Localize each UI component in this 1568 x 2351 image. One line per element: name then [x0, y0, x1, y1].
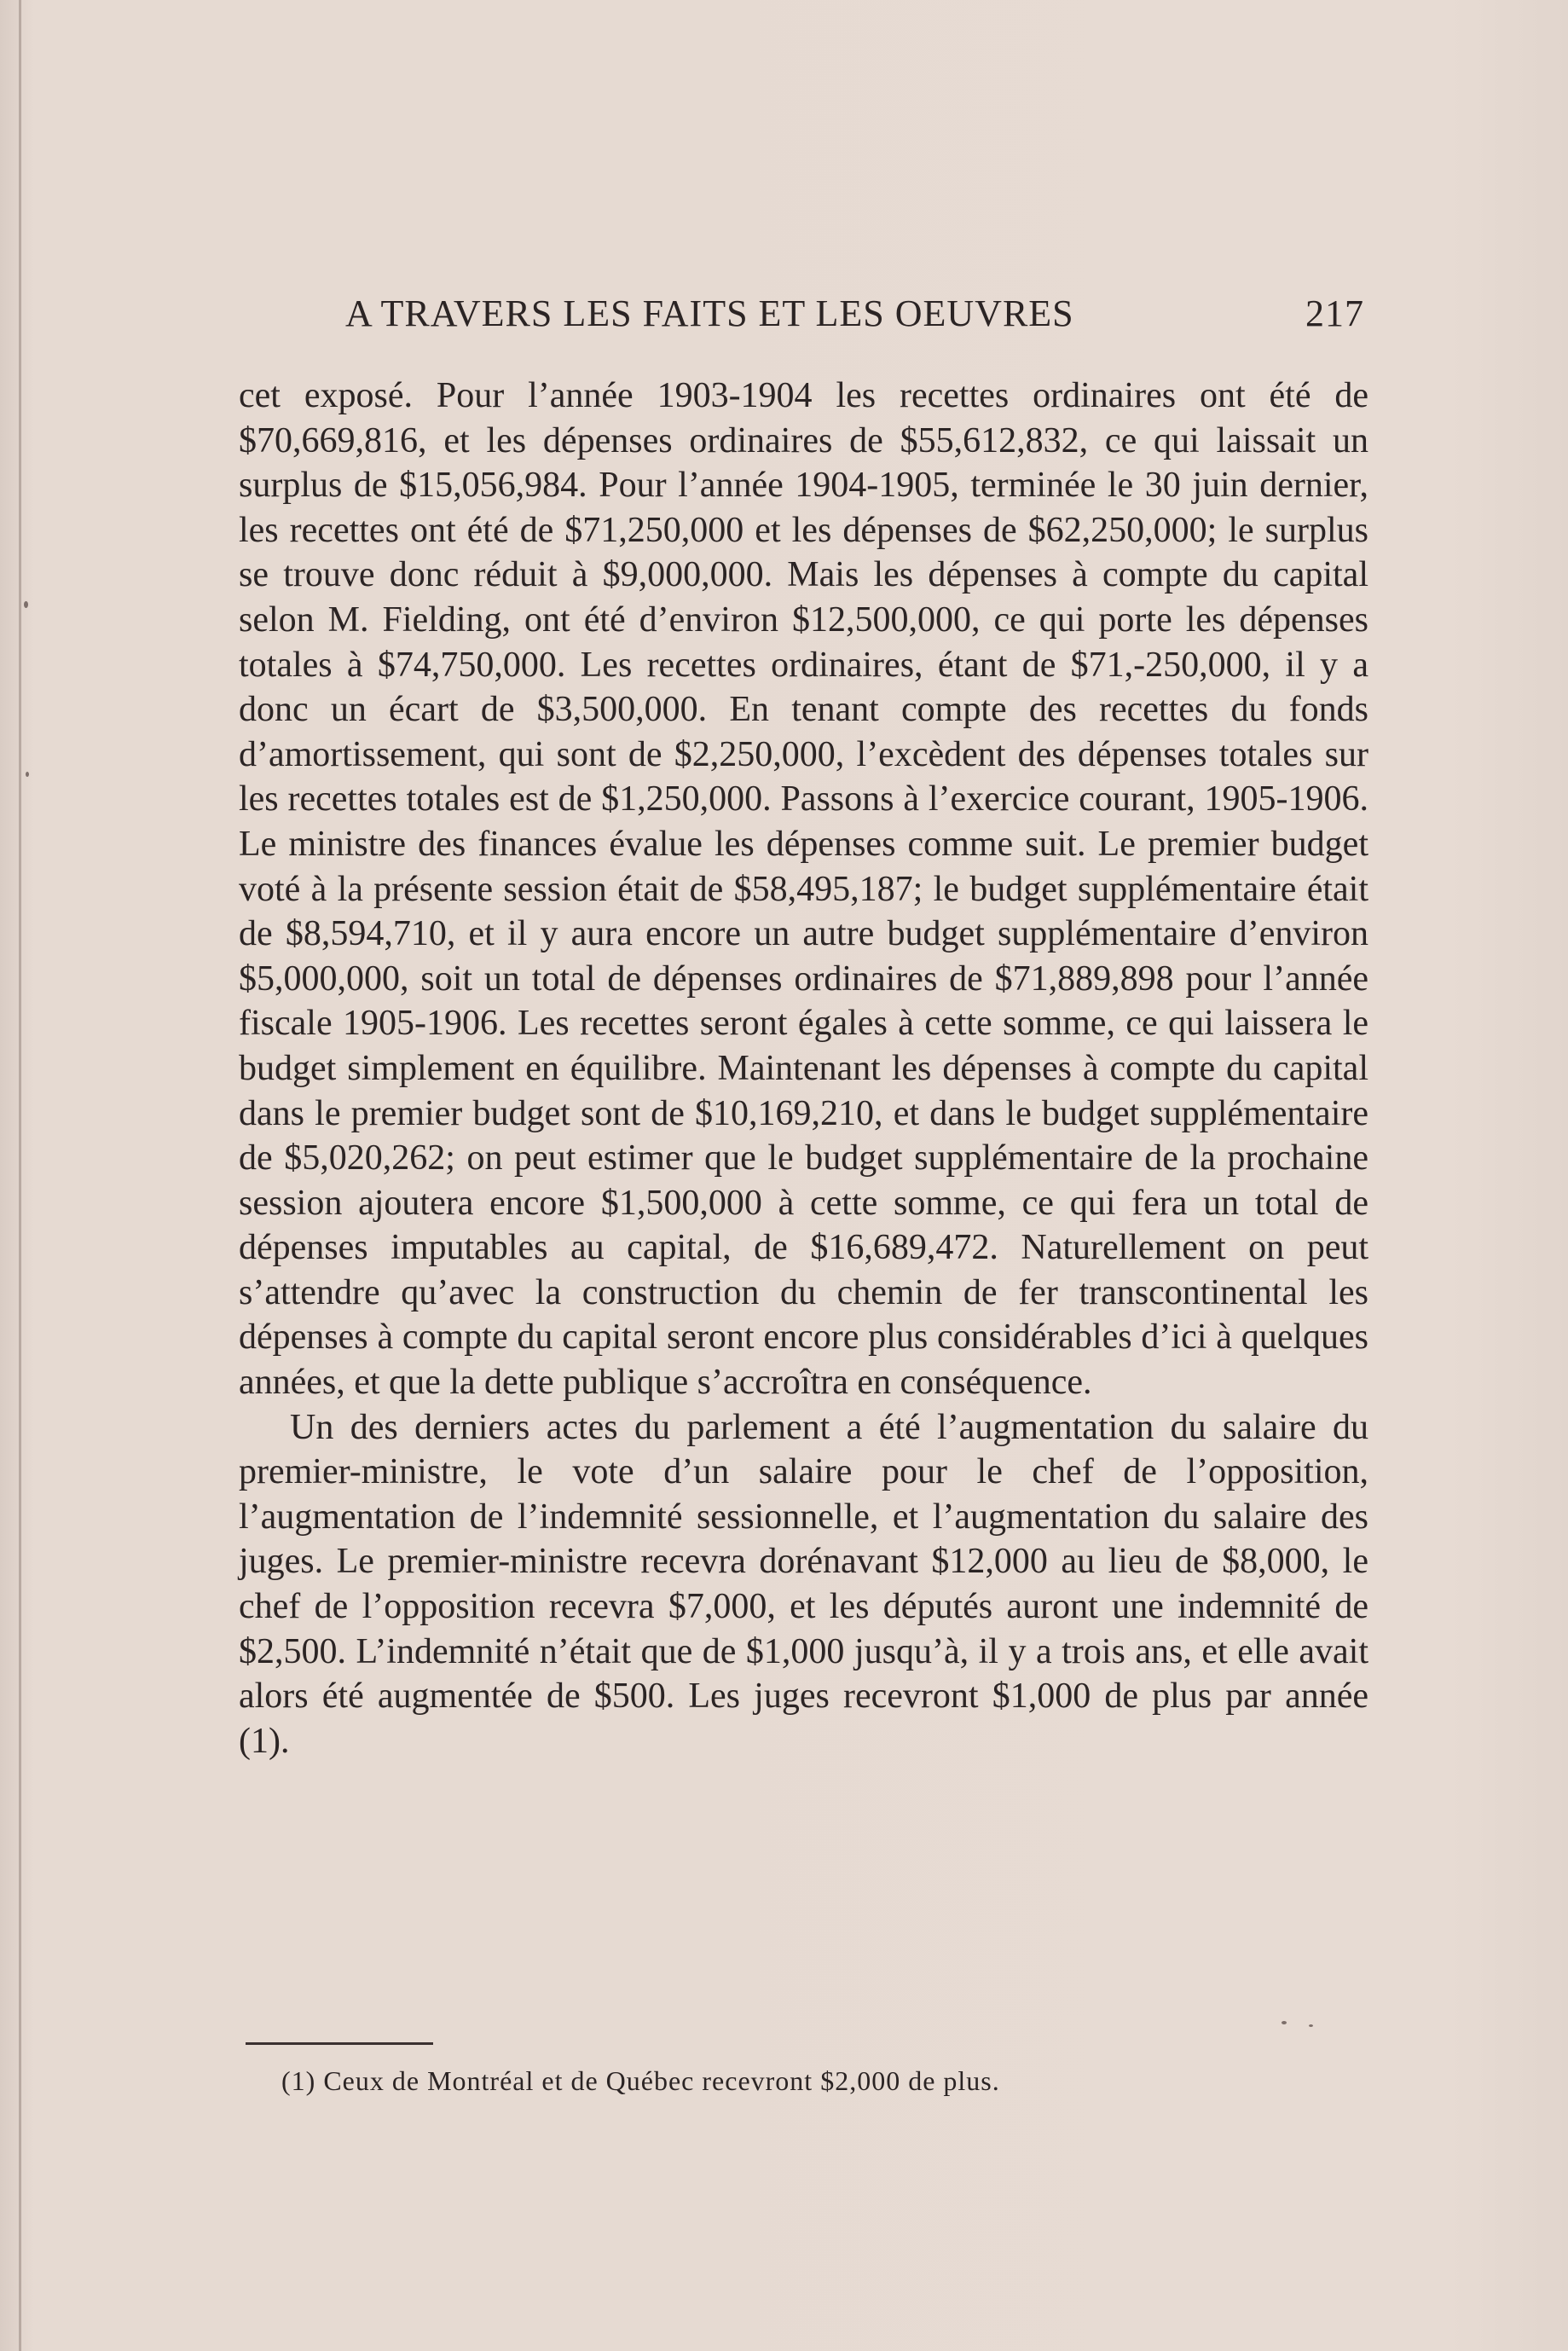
footnote: (1) Ceux de Montréal et de Québec recevront $2,000 de plus.: [281, 2065, 1000, 2096]
page-number: 217: [1305, 292, 1364, 334]
running-head: [345, 288, 1364, 339]
paper-speck: [1282, 2021, 1287, 2024]
binding-edge: [19, 0, 21, 2351]
paragraph-2: Un des derniers actes du parlement a été l’augmentation du salaire du premier-ministre, le vote d’un salaire pour le chef de l’opposition, l’augmentation de l’indemnité sessionnelle, et l’augmentation du salaire des juges. Le premier-ministre recevra dorénavant $12,000 au lieu de $8,000, le chef de l’opposition recevra $7,000, et les députés auront une indemnité de $2,500. L’indemnité n’était que de $1,000 jusqu’à, il y a trois ans, et elle avait alors été augmentée de $500. Les juges recevront $1,000 de plus par année (1).: [239, 1407, 1368, 1761]
footnote-rule: [246, 2042, 433, 2045]
paragraph-1: cet exposé. Pour l’année 1903-1904 les recettes ordinaires ont été de $70,669,816, et les dépenses ordinaires de $55,612,832, ce qui laissait un surplus de $15,056,984. Pour l’année 1904-1905, terminée le 30 juin dernier, les recettes ont été de $71,250,000 et les dépenses de $62,250,000; le surplus se trouve donc réduit à $9,000,000. Mais les dépenses à compte du capital selon M. Fielding, ont été d’environ $12,500,000, ce qui porte les dépenses totales à $74,750,000. Les recettes ordinaires, étant de $71,-250,000, il y a donc un écart de $3,500,000. En tenant compte des recettes du fonds d’amortissement, qui sont de $2,250,000, l’excèdent des dépenses totales sur les recettes totales est de $1,250,000. Passons à l’exercice courant, 1905-1906. Le ministre des finances évalue les dépenses comme suit. Le premier budget voté à la présente session était de $58,495,187; le budget supplémentaire était de $8,594,710, et il y aura encore un autre budget supplémentaire d’environ $5,000,000, soit un total de dépenses ordinaires de $71,889,898 pour l’année fiscale 1905-1906. Les recettes seront égales à cette somme, ce qui laissera le budget simplement en équilibre. Maintenant les dépenses à compte du capital dans le premier budget sont de $10,169,210, et dans le budget supplémentaire de $5,020,262; on peut estimer que le budget supplémentaire de la prochaine session ajoutera encore $1,500,000 à cette somme, ce qui fera un total de dépenses imputables au capital, de $16,689,472. Naturellement on peut s’attendre qu’avec la construction du chemin de fer transcontinental les dépenses à compte du capital seront encore plus considérables d’ici à quelques années, et que la dette publique s’accroîtra en conséquence.: [239, 376, 1368, 1403]
paper-speck: [26, 772, 29, 777]
paper-speck: [24, 601, 28, 608]
paper-speck: [1309, 2024, 1313, 2027]
body-text: [239, 373, 1368, 1763]
running-head-title: A TRAVERS LES FAITS ET LES OEUVRES: [345, 292, 1074, 334]
